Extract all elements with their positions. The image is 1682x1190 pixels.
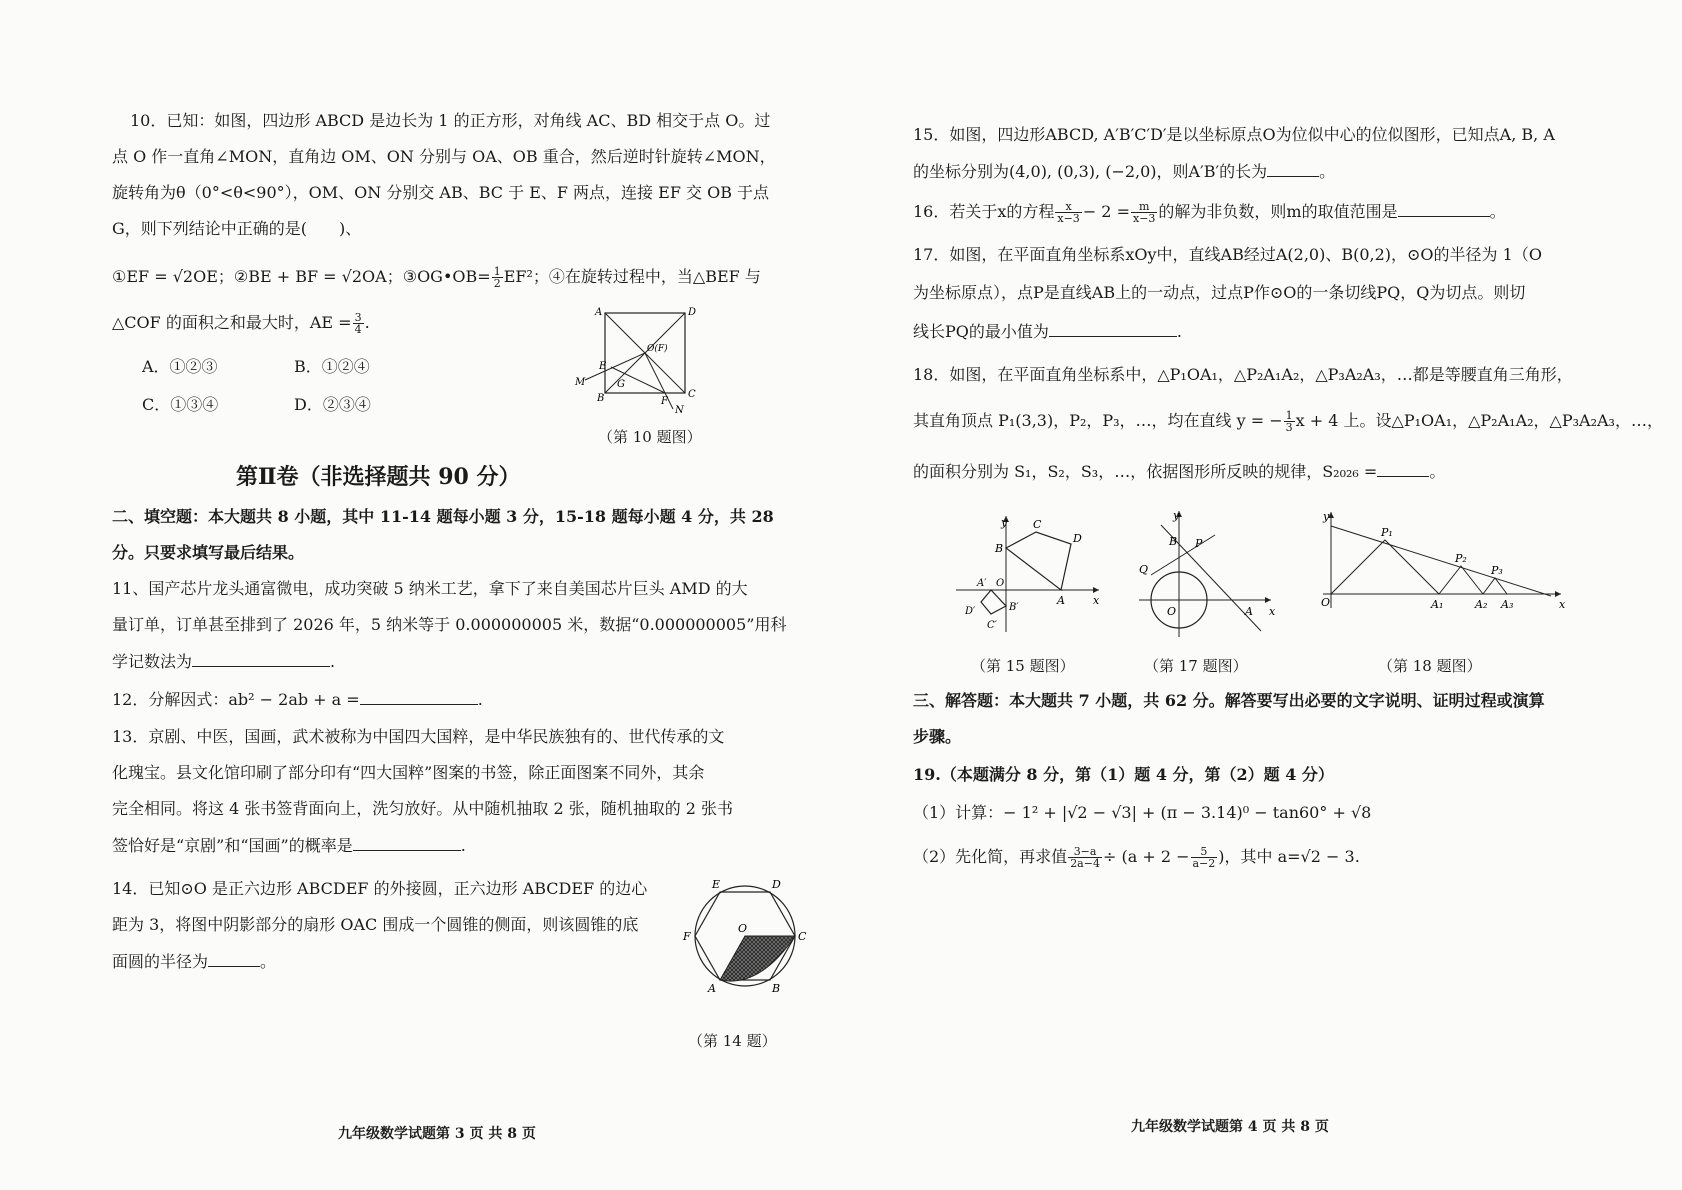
q12-end: . <box>477 690 483 709</box>
q10-line-4: G，则下列结论中正确的是( )、 <box>112 219 362 238</box>
q16-text-b: − 2 = <box>1082 202 1130 221</box>
q17-label-b: B <box>1169 535 1178 548</box>
q14-label-e: E <box>712 878 721 891</box>
q10-statements <box>112 266 761 289</box>
q10-frac-half <box>492 266 503 289</box>
q13-line-2: 化瑰宝。县文化馆印刷了部分印有“四大国粹”图案的书签，除正面图案不同外，其余 <box>112 763 705 782</box>
q10-label-e: E <box>599 361 607 372</box>
q11-line-1: 11、国产芯片龙头通富微电，成功突破 5 纳米工艺，拿下了来自美国芯片巨头 AMD 的大 <box>112 579 748 598</box>
q13-line-3: 完全相同。将这 4 张书签背面向上，洗匀放好。从中随机抽取 2 张，随机抽取的 2 张书 <box>112 799 734 818</box>
q11-answer-blank[interactable] <box>192 650 330 667</box>
part3-intro-2: 步骤。 <box>913 727 962 746</box>
q10-label-o: O(F) <box>647 344 668 354</box>
q10-stmt2-b: . <box>364 313 370 332</box>
q14-line-1: 14．已知⊙O 是正六边形 ABCDEF 的外接圆，正六边形 ABCDEF 的边心 <box>112 879 648 898</box>
q17-figure-caption: （第 17 题图） <box>1144 657 1248 675</box>
q10-frac-ae <box>353 312 364 335</box>
q17-figure <box>1131 505 1281 645</box>
q19-part-2 <box>913 846 1360 869</box>
q14-end: 。 <box>260 952 277 971</box>
q14-figure-caption: （第 14 题） <box>688 1032 777 1050</box>
q19-part-1: （1）计算：− 1² + |√2 − √3| + (π − 3.14)⁰ − tan60° + √8 <box>913 803 1372 822</box>
q13-line-1: 13．京剧、中医，国画，武术被称为中国四大国粹，是中华民族独有的、世代传承的文 <box>112 727 725 746</box>
q11-line-3 <box>112 650 335 673</box>
q18-figure <box>1311 508 1571 618</box>
q16-frac-2 <box>1131 201 1157 224</box>
q13-end: . <box>460 836 466 855</box>
q10-option-a: A．①②③ <box>142 357 218 376</box>
q19-frac-1 <box>1068 846 1102 869</box>
q10-figure-caption: （第 10 题图） <box>598 428 702 446</box>
part2-intro-1: 二、填空题：本大题共 8 小题，其中 11-14 题每小题 3 分，15-18 题每小题 4 分，共 28 <box>112 507 774 526</box>
q17-answer-blank[interactable] <box>1049 320 1177 337</box>
q18-label-p1: P₁ <box>1381 526 1393 539</box>
q18-line-2 <box>913 410 1663 433</box>
q10-label-n: N <box>675 405 684 415</box>
q12-answer-blank[interactable] <box>360 688 478 705</box>
q18-label-a3: A₃ <box>1501 598 1514 611</box>
q11-text: 学记数法为 <box>112 652 193 671</box>
frac-den: 3 <box>1285 421 1293 434</box>
frac-num: 1 <box>493 265 501 278</box>
q16-end: 。 <box>1489 202 1506 221</box>
q13-text: 签恰好是“京剧”和“国画”的概率是 <box>112 836 353 855</box>
q18-text-a: 其直角顶点 P₁(3,3)，P₂，P₃，…，均在直线 y = − <box>913 411 1283 430</box>
q16-text-c: 的解为非负数，则m的取值范围是 <box>1158 202 1398 221</box>
q13-line-4 <box>112 834 466 857</box>
q14-line-3 <box>112 950 276 973</box>
q19-p2-text-a: （2）先化简，再求值 <box>913 847 1068 866</box>
page-4-footer: 九年级数学试题第 4 页 共 8 页 <box>1131 1119 1329 1135</box>
q10-option-b: B．①②④ <box>294 357 370 376</box>
frac-den: x−3 <box>1132 212 1156 225</box>
q18-figure-caption: （第 18 题图） <box>1378 657 1482 675</box>
q10-line-1: 10．已知：如图，四边形 ABCD 是边长为 1 的正方形，对角线 AC、BD 相交于点 O。过 <box>130 111 771 130</box>
q10-option-d: D．②③④ <box>294 395 371 414</box>
frac-den: x−3 <box>1057 212 1080 225</box>
q15-text: 的坐标分别为(4,0), (0,3), (−2,0)，则A′B′的长为 <box>913 162 1268 181</box>
q18-answer-blank[interactable] <box>1377 460 1429 477</box>
q17-text: 线长PQ的最小值为 <box>913 322 1049 341</box>
q15-label-a: A <box>1057 594 1065 607</box>
q15-label-d-prime: D′ <box>965 606 976 617</box>
q10-stmt-b: EF²；④在旋转过程中，当△BEF 与 <box>503 267 761 286</box>
q15-label-x: x <box>1093 594 1100 607</box>
q13-answer-blank[interactable] <box>353 834 461 851</box>
q18-line-3 <box>913 460 1445 483</box>
q17-label-p: P <box>1195 537 1203 550</box>
q17-label-o: O <box>1167 605 1177 618</box>
q17-label-a: A <box>1245 605 1253 618</box>
q15-label-b: B <box>995 542 1004 555</box>
q18-text-b: x + 4 上。设△P₁OA₁，△P₂A₁A₂，△P₃A₂A₃，…， <box>1295 411 1663 430</box>
q15-label-y: y <box>1001 516 1008 529</box>
q14-text: 面圆的半径为 <box>112 952 209 971</box>
q12-line <box>112 688 483 711</box>
q14-label-o: O <box>738 922 748 935</box>
q10-label-m: M <box>575 377 586 388</box>
frac-den: 2 <box>493 277 501 290</box>
q18-line-1: 18．如图，在平面直角坐标系中，△P₁OA₁，△P₂A₁A₂，△P₃A₂A₃，…都是等腰直角三角形， <box>913 365 1573 384</box>
q17-label-y: y <box>1173 509 1180 522</box>
q10-statement-4 <box>112 312 370 335</box>
q10-line-3: 旋转角为θ（0°<θ<90°），OM、ON 分别交 AB、BC 于 E、F 两点，连接 EF 交 OB 于点 <box>112 183 770 202</box>
frac-num: m <box>1131 201 1157 213</box>
q14-label-d: D <box>772 878 781 891</box>
q18-label-y: y <box>1323 510 1330 523</box>
part3-intro-1: 三、解答题：本大题共 7 小题，共 62 分。解答要写出必要的文字说明、证明过程或演算 <box>913 691 1545 710</box>
q15-label-o: O <box>996 578 1005 589</box>
frac-den: 4 <box>354 323 362 336</box>
q17-end: . <box>1176 322 1182 341</box>
q10-label-a: A <box>595 307 603 318</box>
q18-label-x: x <box>1559 598 1566 611</box>
q14-label-a: A <box>708 982 716 995</box>
q10-label-d: D <box>688 307 697 318</box>
q19-p2-text-b: ÷ (a + 2 − <box>1102 847 1190 866</box>
q18-end: 。 <box>1429 462 1446 481</box>
q14-label-c: C <box>798 930 807 943</box>
q10-option-c: C．①③④ <box>142 395 219 414</box>
q10-line-2: 点 O 作一直角∠MON，直角边 OM、ON 分别与 OA、OB 重合，然后逆时针旋转∠MON， <box>112 147 776 166</box>
q14-label-f: F <box>683 930 691 943</box>
q18-frac-third <box>1284 410 1295 433</box>
q17-label-q: Q <box>1139 563 1149 576</box>
q10-label-c: C <box>688 389 696 400</box>
q16-line <box>913 200 1506 224</box>
q12-text: 12．分解因式：ab² − 2ab + a = <box>112 690 360 709</box>
q16-text-a: 16．若关于x的方程 <box>913 202 1055 221</box>
q18-label-a1: A₁ <box>1431 598 1444 611</box>
q15-label-d: D <box>1073 532 1082 545</box>
frac-den: a−2 <box>1192 857 1216 870</box>
q15-label-c-prime: C′ <box>987 620 997 631</box>
q14-line-2: 距为 3，将图中阴影部分的扇形 OAC 围成一个圆锥的侧面，则该圆锥的底 <box>112 915 639 934</box>
q15-figure <box>951 510 1111 640</box>
q10-figure <box>565 305 715 415</box>
q17-line-2: 为坐标原点），点P是直线AB上的一动点，过点P作⊙O的一条切线PQ，Q为切点。则切 <box>913 283 1526 302</box>
q10-label-b: B <box>597 393 605 404</box>
q19-p2-text-c: )，其中 a=√2 − 3. <box>1218 847 1360 866</box>
q17-line-1: 17．如图，在平面直角坐标系xOy中，直线AB经过A(2,0)、B(0,2)，⊙O的半径为 1（O <box>913 245 1542 264</box>
q15-end: 。 <box>1319 162 1336 181</box>
q15-answer-blank[interactable] <box>1267 160 1319 177</box>
q11-end: . <box>330 652 336 671</box>
q18-text: 的面积分别为 S₁，S₂，S₃，…，依据图形所反映的规律，S₂₀₂₆ = <box>913 462 1378 481</box>
q15-line-1: 15．如图，四边形ABCD, A′B′C′D′是以坐标原点O为位似中心的位似图形，已知点A, B, A <box>913 125 1555 144</box>
q16-answer-blank[interactable] <box>1398 200 1490 217</box>
exam-page-4 <box>841 0 1682 1190</box>
frac-den: 2a−4 <box>1070 857 1100 870</box>
q11-line-2: 量订单，订单甚至排到了 2026 年，5 纳米等于 0.000000005 米，数据“0.000000005”用科 <box>112 615 787 634</box>
page-3-footer: 九年级数学试题第 3 页 共 8 页 <box>338 1126 536 1142</box>
q10-stmt2-a: △COF 的面积之和最大时，AE = <box>112 313 352 332</box>
frac-num: 1 <box>1285 409 1293 422</box>
frac-num: x <box>1055 201 1081 213</box>
q17-label-x: x <box>1269 605 1276 618</box>
part2-intro-2: 分。只要求填写最后结果。 <box>112 543 305 562</box>
q15-label-a-prime: A′ <box>977 578 987 589</box>
q18-label-p2: P₂ <box>1455 552 1467 565</box>
q19-title: 19.（本题满分 8 分，第（1）题 4 分，第（2）题 4 分） <box>913 765 1334 784</box>
q15-label-c: C <box>1033 518 1042 531</box>
q17-line-3 <box>913 320 1182 343</box>
frac-num: 3−a <box>1068 846 1102 858</box>
q10-label-f: F <box>661 396 668 407</box>
q19-frac-2 <box>1191 846 1218 869</box>
section-2-title: 第Ⅱ卷（非选择题共 90 分） <box>236 464 521 490</box>
q15-figure-caption: （第 15 题图） <box>971 657 1075 675</box>
q14-figure <box>680 878 810 998</box>
q10-label-g: G <box>617 379 625 390</box>
q18-label-p3: P₃ <box>1491 564 1503 577</box>
q16-frac-1 <box>1055 201 1081 224</box>
q10-stmt-a: ①EF = √2OE；②BE + BF = √2OA；③OG•OB= <box>112 267 491 286</box>
q14-label-b: B <box>772 982 781 995</box>
q14-answer-blank[interactable] <box>208 950 260 967</box>
q18-label-o: O <box>1321 596 1331 609</box>
frac-num: 3 <box>354 311 362 324</box>
frac-num: 5 <box>1191 846 1218 858</box>
q15-line-2 <box>913 160 1335 183</box>
q15-label-b-prime: B′ <box>1009 602 1019 613</box>
q18-label-a2: A₂ <box>1475 598 1488 611</box>
